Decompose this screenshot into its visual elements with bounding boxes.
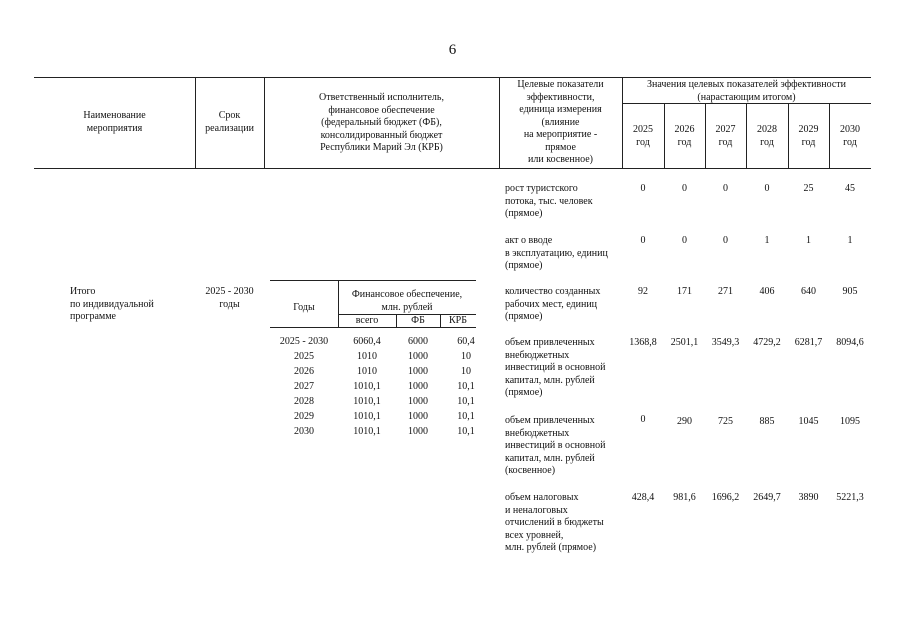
finance-krb: 10,1 [457, 426, 475, 437]
header-period: Срок реализации [205, 110, 254, 134]
finance-krb: 10 [461, 366, 471, 377]
finance-fb: 1000 [408, 411, 428, 422]
indicator-value-2029: 1045 [798, 416, 819, 427]
indicator-value-2028: 4729,2 [753, 337, 781, 348]
indicator-label: объем налоговых и неналоговых отчислений в бюджеты всех уровней, млн. рублей (прямое) [505, 492, 604, 553]
finance-year: 2029 [294, 411, 314, 422]
indicator-value-2027: 725 [718, 416, 733, 427]
header-name: Наименование мероприятия [83, 110, 146, 134]
indicator-value-2026: 981,6 [673, 492, 696, 503]
indicator-value-2030: 905 [842, 286, 858, 297]
finance-years-header: Годы [293, 302, 315, 313]
indicator-value-2029: 6281,7 [794, 337, 823, 348]
finance-subheader-total: всего [355, 315, 379, 326]
finance-year: 2026 [294, 366, 314, 377]
year-header-2026: 2026 год [674, 124, 695, 148]
row-name: Итого по индивидуальной программе [70, 286, 154, 322]
finance-total: 1010,1 [353, 426, 381, 437]
header-indicators: Целевые показатели эффективности, единица измерения (влияние на мероприятие - прямое или косвенное) [517, 79, 604, 165]
page-number: 6 [448, 42, 457, 58]
finance-total: 1010,1 [353, 381, 381, 392]
finance-total: 1010 [357, 351, 377, 362]
finance-top-border [270, 280, 476, 281]
finance-year: 2030 [294, 426, 314, 437]
indicator-value-2025: 0 [640, 183, 646, 194]
indicator-value-2025: 0 [640, 414, 646, 425]
indicator-label: акт о вводе в эксплуатацию, единиц (прямое) [505, 235, 608, 271]
indicator-value-2028: 1 [764, 235, 770, 246]
finance-year: 2028 [294, 396, 314, 407]
finance-fb: 1000 [408, 381, 428, 392]
indicator-value-2030: 1 [847, 235, 853, 246]
indicator-value-2025: 92 [638, 286, 648, 297]
year-header-2025: 2025 год [633, 124, 653, 148]
indicator-value-2030: 8094,6 [836, 337, 864, 348]
indicator-value-2029: 640 [801, 286, 816, 297]
indicator-value-2029: 1 [806, 235, 811, 246]
indicator-value-2027: 3549,3 [711, 337, 740, 348]
finance-total: 1010,1 [353, 411, 381, 422]
indicator-value-2025: 1368,8 [629, 337, 657, 348]
indicator-value-2029: 25 [803, 183, 814, 194]
indicator-value-2030: 1095 [840, 416, 860, 427]
year-header-2029: 2029 год [798, 124, 819, 148]
finance-year: 2025 [294, 351, 314, 362]
indicator-value-2026: 0 [682, 183, 687, 194]
indicator-value-2029: 3890 [798, 492, 819, 503]
indicator-value-2026: 290 [677, 416, 692, 427]
finance-title: Финансовое обеспечение, млн. рублей [351, 289, 463, 313]
finance-fb: 1000 [408, 366, 428, 377]
indicator-label: количество созданных рабочих мест, единиц (прямое) [505, 286, 601, 322]
finance-krb: 10,1 [457, 381, 475, 392]
finance-subheader-krb: КРБ [449, 315, 467, 326]
indicator-value-2030: 5221,3 [836, 492, 864, 503]
indicator-value-2028: 0 [764, 183, 770, 194]
finance-total: 1010,1 [353, 396, 381, 407]
header-bottom-border [34, 168, 871, 169]
indicator-value-2028: 2649,7 [753, 492, 781, 503]
header-values: Значения целевых показателей эффективности (нарастающим итогом) [646, 79, 847, 103]
indicator-value-2030: 45 [845, 183, 855, 194]
indicator-value-2025: 0 [640, 235, 646, 246]
indicator-label: рост туристского потока, тыс. человек (прямое) [505, 183, 593, 219]
indicator-value-2026: 171 [677, 286, 692, 297]
indicator-value-2028: 406 [759, 286, 775, 297]
finance-total: 6060,4 [353, 336, 381, 347]
indicator-value-2026: 2501,1 [670, 337, 699, 348]
finance-fb: 1000 [408, 396, 428, 407]
indicator-value-2027: 1696,2 [711, 492, 740, 503]
finance-fb: 6000 [408, 336, 428, 347]
finance-total: 1010 [357, 366, 377, 377]
finance-krb: 60,4 [457, 336, 475, 347]
row-period: 2025 - 2030 годы [205, 286, 254, 310]
indicator-value-2027: 271 [718, 286, 733, 297]
indicator-label: объем привлеченных внебюджетных инвестиций в основной капитал, млн. рублей (косвенное) [505, 415, 606, 476]
finance-krb: 10,1 [457, 411, 475, 422]
indicator-value-2025: 428,4 [631, 492, 655, 503]
finance-year: 2025 - 2030 [279, 336, 329, 347]
indicator-value-2028: 885 [759, 416, 775, 427]
header-executor: Ответственный исполнитель, финансовое обеспечение (федеральный бюджет (ФБ), консолидированный бюджет Республики Марий Эл (КРБ) [319, 92, 444, 153]
year-header-2030: 2030 год [840, 124, 860, 148]
indicator-label: объем привлеченных внебюджетных инвестиций в основной капитал, млн. рублей (прямое) [505, 337, 606, 398]
year-header-2028: 2028 год [757, 124, 777, 148]
indicator-value-2027: 0 [723, 235, 728, 246]
table-top-border [34, 77, 871, 78]
finance-subheader-fb: ФБ [411, 315, 425, 326]
finance-fb: 1000 [408, 351, 428, 362]
indicator-value-2026: 0 [682, 235, 687, 246]
finance-fb: 1000 [408, 426, 428, 437]
indicator-value-2027: 0 [723, 183, 728, 194]
finance-krb: 10,1 [457, 396, 475, 407]
finance-krb: 10 [461, 351, 471, 362]
finance-year: 2027 [294, 381, 314, 392]
year-header-2027: 2027 год [715, 124, 736, 148]
